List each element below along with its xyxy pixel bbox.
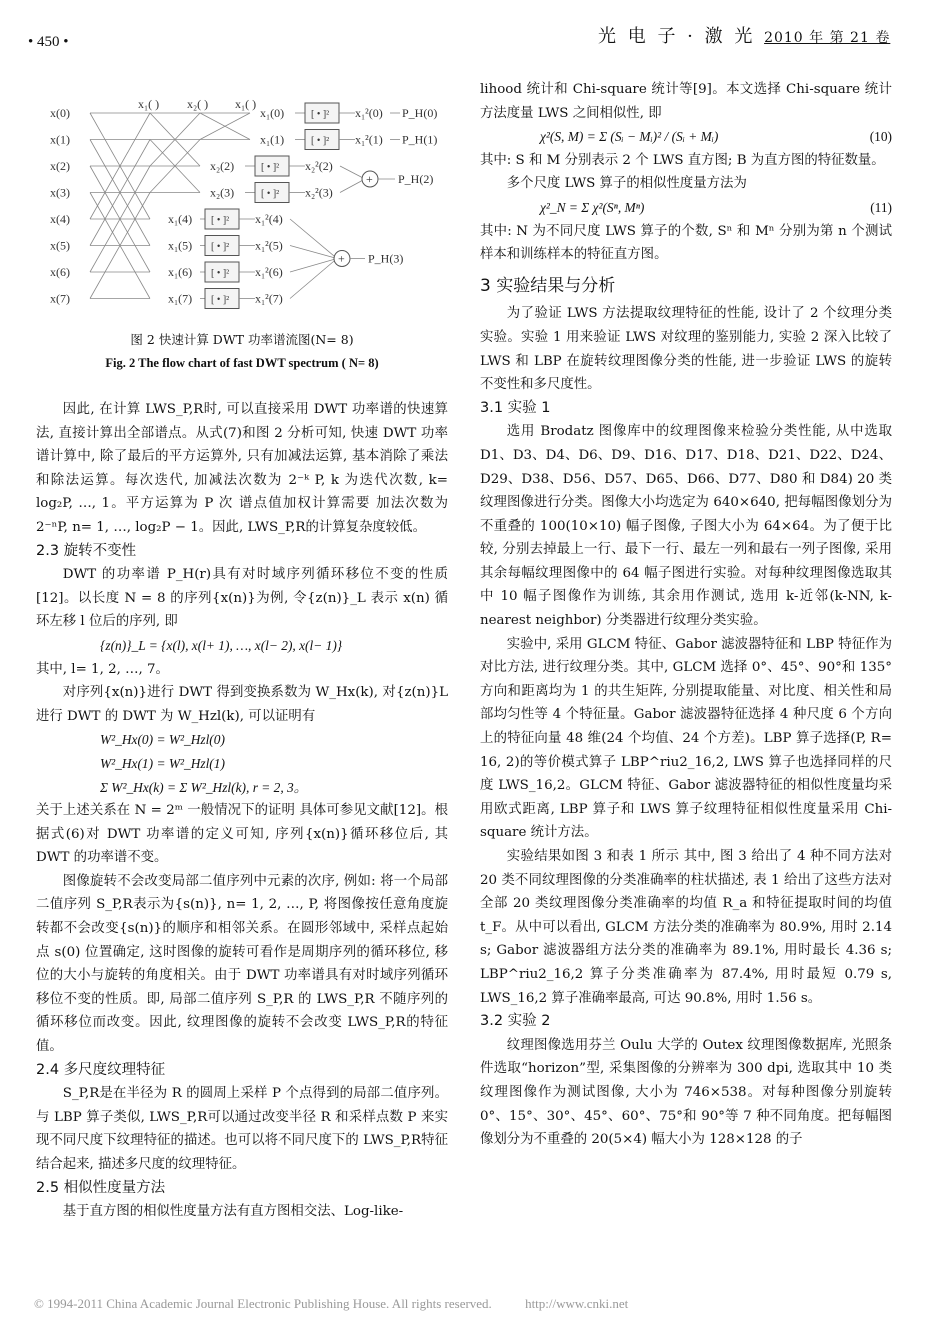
- flow-line: [340, 166, 365, 179]
- input-label: x(4): [50, 212, 70, 226]
- output-label: P_H(3): [368, 251, 404, 266]
- node-label: x₁(4): [168, 212, 193, 226]
- flow-line: [290, 246, 337, 259]
- right-column: [480, 78, 892, 1152]
- node-label: x₁(6): [168, 265, 193, 279]
- equation-body: χ²_N = Σ χ²(Sⁿ, Mⁿ): [540, 199, 645, 215]
- figure-caption-en: Fig. 2 The flow chart of fast DWT spectrum ( N= 8): [105, 356, 379, 370]
- squared-label: x₁²(4): [255, 212, 283, 226]
- dwt-flow-chart: [50, 88, 440, 318]
- paragraph: 关于上述关系在 N = 2ᵐ 一般情况下的证明 具体可参见文献[12]。根据式(6)对 DWT 功率谱的定义可知, 序列{x(n)}循环移位后, 其 DWT 的功率谱不变。: [36, 803, 448, 866]
- squared-label: x₂²(3): [305, 185, 333, 200]
- paragraph: 实验结果如图 3 和表 1 所示 其中, 图 3 给出了 4 种不同方法对 20 类不同纹理图像的分类准确率的柱状描述, 表 1 给出了这些方法对全部 20 类纹理图像分类准确率的均值 R_a 和特征提取时间的均值 t_F。从中可以看出, GLCM 方法分类的准确率为 80.9%, 用时 2.14 s; Gabor 滤波器组方法分类的准确率为 89.1%, 用时最长 4.36 s; LBP^riu2_16,2 算子分类准确率为 87.4%, 用时最短 0.79 s, LWS_16,2 算子准确率最高, 可达 90.8%, 用时 1.56 s。: [480, 849, 892, 1006]
- section-heading: 2.4 多尺度纹理特征: [36, 1061, 166, 1078]
- square-op-label: [ • ]²: [311, 109, 330, 120]
- journal-issue: 2010 年 第 21 卷: [764, 30, 891, 46]
- square-op-label: [ • ]²: [211, 215, 230, 226]
- footer: [34, 1296, 628, 1312]
- section-heading: 2.3 旋转不变性: [36, 542, 137, 559]
- figure-caption-cn: 图 2 快速计算 DWT 功率谱流图(N= 8): [130, 332, 354, 347]
- stage-label: x₁( ): [138, 97, 160, 111]
- copyright-notice: © 1994-2011 China Academic Journal Electronic Publishing House. All rights reserved.: [34, 1296, 492, 1311]
- squared-label: x₁²(7): [255, 291, 283, 306]
- paragraph: 基于直方图的相似性度量方法有直方图相交法、Log-like-: [62, 1204, 404, 1220]
- equation: W²_Hx(0) = W²_Hzl(0): [100, 732, 225, 748]
- square-op-label: [ • ]²: [211, 294, 230, 306]
- equation-number: (10): [869, 129, 892, 145]
- input-label: x(2): [50, 159, 70, 173]
- section-heading: 2.5 相似性度量方法: [36, 1179, 166, 1196]
- paragraph: 因此, 在计算 LWS_P,R时, 可以直接采用 DWT 功率谱的快速算法, 直接计算出全部谱点。从式(7)和图 2 分析可知, 快速 DWT 功率谱计算中, 除了最后的平方运算外, 只有加减法运算, 基本消除了乘法和除法运算。每次迭代, 加减法次数为 2⁻ᵏ P, k 为迭代次数, k= log₂P, …, 1。平方运算为 P 次 谱点值加权计算需要 加法次数为 2⁻ⁿP, n= 1, …, log₂P − 1。因此, LWS_P,R的计算复杂度较低。: [36, 402, 448, 535]
- equation-number: (11): [870, 199, 892, 215]
- section-heading: 3.2 实验 2: [480, 1013, 551, 1030]
- output-label: P_H(1): [402, 132, 438, 147]
- plus-sign: +: [338, 251, 345, 266]
- left-column: [36, 398, 448, 1224]
- equation: {z(n)}_L = {x(l), x(l+ 1), …, x(l− 2), x(l− 1)}: [100, 637, 343, 653]
- node-label: x₁(5): [168, 238, 193, 253]
- stage-label: x₁( ): [235, 97, 257, 111]
- squared-label: x₁²(0): [355, 106, 383, 120]
- node-label: x₁(1): [260, 132, 285, 147]
- plus-sign: +: [366, 172, 373, 186]
- input-label: x(3): [50, 185, 70, 200]
- flow-line: [290, 219, 337, 259]
- journal-title: 光 电 子 · 激 光: [598, 26, 756, 47]
- input-label: x(1): [50, 132, 70, 147]
- input-label: x(5): [50, 238, 70, 253]
- paragraph: 纹理图像选用芬兰 Oulu 大学的 Outex 纹理图像数据库, 光照条件选取“horizon”型, 采集图像的分辨率为 300 dpi, 选取其中 10 类纹理图像作为测试图像, 大小为 746×538。对每种图像分别旋转 0°、15°、30°、45°、60°、75°和 90°等 7 种不同角度。把每幅图像划分为不重叠的 20(5×4) 幅大小为 128×128 的子: [480, 1037, 892, 1148]
- paragraph: 其中, l= 1, 2, …, 7。: [36, 661, 169, 677]
- squared-label: x₁²(1): [355, 132, 383, 147]
- paragraph: 对序列{x(n)}进行 DWT 得到变换系数为 W_Hx(k), 对{z(n)}L 进行 DWT 的 DWT 为 W_Hzl(k), 可以证明有: [36, 685, 448, 724]
- output-label: P_H(2): [398, 172, 434, 186]
- input-label: x(6): [50, 265, 70, 279]
- paragraph: 选用 Brodatz 图像库中的纹理图像来检验分类性能, 从中选取 D1、D3、D4、D6、D9、D16、D17、D18、D21、D22、D24、D29、D38、D56、D57、D65、D66、D77、D80 和 D84) 20 类纹理图像进行分类。图像大小均选定为 640×640, 把每幅图像划分为不重叠的 100(10×10) 幅子图像, 子图大小为 64×64。为了便于比较, 分别去掉最上一行、最下一行、最左一列和最右一列子图像, 采用其余每幅纹理图像中的 64 幅子图进行实验。对每种纹理图像选取其中 10 幅子图像作为训练, 其余用作测试, 选用 k-近邻(k-NN, k- nearest neighbor) 分类器进行纹理分类实验。: [480, 424, 892, 629]
- node-label: x₁(7): [168, 291, 193, 306]
- input-label: x(0): [50, 106, 70, 120]
- square-op-label: [ • ]²: [211, 268, 230, 279]
- paragraph: 实验中, 采用 GLCM 特征、Gabor 滤波器特征和 LBP 特征作为对比方法, 进行纹理分类。其中, GLCM 选择 0°、45°、90°和 135°方向和距离均为 1 的共生矩阵, 分别提取能量、对比度、相关性和局部均匀性等 4 个特征量。Gabor 滤波器特征选择 4 种尺度 6 个方向上的特征向量 48 维(24 个均值、24 个方差)。LBP 算子选择(P, R= 16, 2)的等价模式算子 LBP^riu2_16,2, LWS 算子也选择同样的尺度 LWS_16,2。GLCM 特征、Gabor 滤波器特征的相似性度量均采用欧式距离, LBP 算子和 LWS 算子纹理特征相似性度量采用 Chi-square 统计方法。: [480, 636, 892, 841]
- paragraph: 为了验证 LWS 方法提取纹理特征的性能, 设计了 2 个纹理分类实验。实验 1 用来验证 LWS 对纹理的鉴别能力, 实验 2 深入比较了 LWS 和 LBP 在旋转纹理图像分类的性能, 进一步验证 LWS 的旋转不变性和多尺度性。: [480, 306, 892, 393]
- node-label: x₂(2): [210, 159, 235, 173]
- squared-label: x₁²(5): [255, 238, 283, 253]
- node-label: x₁(0): [260, 106, 285, 120]
- flow-line: [340, 179, 365, 193]
- equation-body: χ²(S, M) = Σ (Sᵢ − Mᵢ)² / (Sᵢ + Mᵢ): [540, 129, 719, 145]
- journal-header: [598, 22, 890, 48]
- paragraph: lihood 统计和 Chi-square 统计等[9]。本文选择 Chi-square 统计方法度量 LWS 之间相似性, 即: [480, 82, 892, 121]
- paragraph: 其中: S 和 M 分别表示 2 个 LWS 直方图; B 为直方图的特征数量。: [480, 152, 885, 168]
- paragraph: 其中: N 为不同尺度 LWS 算子的个数, Sⁿ 和 Mⁿ 分别为第 n 个测试样本和训练样本的特征直方图。: [480, 223, 892, 263]
- squared-label: x₂²(2): [305, 159, 333, 173]
- equation: Σ W²_Hx(k) = Σ W²_Hzl(k), r = 2, 3。: [100, 779, 308, 795]
- paragraph: S_P,R是在半径为 R 的圆周上采样 P 个点得到的局部二值序列。与 LBP 算子类似, LWS_P,R可以通过改变半径 R 和采样点数 P 来实现不同尺度下纹理特征的描述。也可以将不同尺度下的 LWS_P,R特征结合起来, 描述多尺度的纹理特征。: [36, 1086, 448, 1172]
- equation: [480, 196, 892, 220]
- section-heading: 3.1 实验 1: [480, 399, 551, 416]
- footer-url: http://www.cnki.net: [525, 1296, 629, 1311]
- section-title: 3 实验结果与分析: [480, 275, 616, 296]
- square-op-label: [ • ]²: [211, 241, 230, 253]
- paragraph: 多个尺度 LWS 算子的相似性度量方法为: [506, 176, 747, 192]
- flow-line: [290, 259, 337, 299]
- flow-line: [290, 259, 337, 273]
- stage-label: x₂( ): [187, 97, 209, 111]
- paragraph: 图像旋转不会改变局部二值序列中元素的次序, 例如: 将一个局部二值序列 S_P,R表示为{s(n)}, n= 1, 2, …, P, 将图像按任意角度旋转都不会改变{s(n)}的顺序和相邻关系。在圆形邻域中, 采样点起始点 s(0) 位置确定, 这时图像的旋转可看作是周期序列的循环移位, 移位的大小与旋转的角度相关。由于 DWT 功率谱具有对时域序列循环移位不变的性质。即, 局部二值序列 S_P,R 的 LWS_P,R 不随序列的循环移位而改变。因此, 纹理图像的旋转不会改变 LWS_P,R的特征值。: [36, 873, 448, 1055]
- equation: [480, 125, 892, 149]
- page-number: • 450 •: [28, 34, 69, 50]
- node-label: x₂(3): [210, 185, 235, 200]
- square-op-label: [ • ]²: [311, 135, 330, 147]
- square-op-label: [ • ]²: [261, 188, 280, 200]
- square-op-label: [ • ]²: [261, 162, 280, 173]
- squared-label: x₁²(6): [255, 265, 283, 279]
- output-label: P_H(0): [402, 106, 438, 120]
- equation: W²_Hx(1) = W²_Hzl(1): [100, 755, 225, 771]
- input-label: x(7): [50, 291, 70, 306]
- paragraph: DWT 的功率谱 P_H(r)具有对时域序列循环移位不变的性质[12]。以长度 N = 8 的序列{x(n)}为例, 令{z(n)}_L 表示 x(n) 循环左移 l 位后的序列, 即: [36, 567, 448, 630]
